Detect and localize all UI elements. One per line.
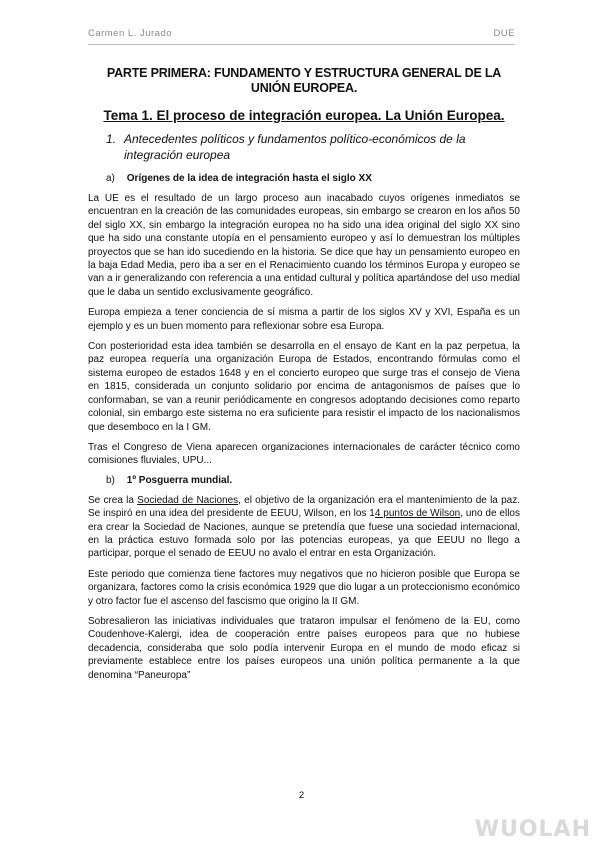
subsection-a-heading — [106, 173, 520, 184]
subsection-b-heading — [106, 475, 520, 486]
tema-title: Tema 1. El proceso de integración europea. La Unión Europea. — [103, 108, 505, 123]
page-number: 2 — [298, 790, 305, 801]
paragraph: Sobresalieron las iniciativas individuales que trataron impulsar el fenómeno de la EU, como Coudenhove-Kalergi, idea de cooperación entre países europeos para que no hubiese decadencia, consideraba que solo podía intervenir Europa en el mundo de modo eficaz si previamente establece entre los países europeos una unión política permanente a la que denomina “Paneuropa” — [88, 615, 520, 681]
section-number: 1. — [106, 132, 117, 146]
section-title: Antecedentes políticos y fundamentos político-económicos de la integración europea — [124, 132, 466, 162]
part-title: PARTE PRIMERA: FUNDAMENTO Y ESTRUCTURA GENERAL DE LA UNIÓN EUROPEA. — [106, 66, 502, 95]
paragraph: La UE es el resultado de un largo proceso aun inacabado cuyos orígenes inmediatos se encuentran en la creación de las comunidades europeas, sin embargo se crearon en los años 50 del siglo XX, sin embargo la integración europea no ha sido una idea original del siglo XX sino que ha sido una constante utopía en el pensamiento europeo y así lo demuestran los múltiples proyectos que se han ido sucediendo en la historia. Se dice que hay un pensamiento europeo en la baja Edad Media, pero iba a ser en el Renacimiento cuando los términos Europa y europeo se van a ir generalizando con referencia a una entidad cultural y política apartándose del uso medial que le daba un sentido exclusivamente geográfico. — [88, 193, 520, 298]
subsection-b-label: b) — [106, 474, 115, 486]
header-author: Carmen L. Jurado — [88, 28, 173, 39]
puntos-wilson-link: 4 puntos de Wilson — [374, 508, 461, 520]
sociedad-naciones-link: Sociedad de Naciones — [137, 494, 239, 506]
watermark-logo: WUOLAH — [474, 817, 591, 842]
text-run: , uno de ellos era crear la Sociedad de Naciones, aunque se pretendía que fuese una sociedad internacional, en la práctica estuvo formada solo por las potencias europeas, ya que EEUU no llego a participar, porque el senado de EEUU no avalo el entrar en esta Organización. — [88, 508, 520, 560]
paragraph: Tras el Congreso de Viena aparecen organizaciones internacionales de carácter técnico como comisiones fluviales, UPU... — [88, 441, 520, 467]
paragraph: Con posterioridad esta idea también se desarrolla en el ensayo de Kant en la paz perpetua, la paz europea requería una organización Europa de Estados, encontrando fórmulas como el sistema europeo de estados 1648 y en el concierto europeo que surge tras el consejo de Viena en 1815, considerada un conjunto solidario por encima de antagonismos de países que lo conformaban, se van a reunir periódicamente en congresos adoptando decisiones como reparto colonial, sin embargo este sistema no era suficiente para resistir el impacto de los nacionalismos que desemboco en la I GM. — [88, 341, 520, 433]
text-run: , el objetivo de la organización era el mantenimiento de la paz. Se inspiró en una idea del presidente de EEUU, Wilson, en los 1 — [88, 494, 520, 520]
text-run: Se crea la — [88, 494, 138, 506]
header-course: DUE — [493, 28, 515, 39]
page-header — [88, 28, 515, 45]
paragraph: Este periodo que comienza tiene factores muy negativos que no hicieron posible que Europa se organizara, factores como la crisis económica 1929 que dio lugar a un proteccionismo económico y otro factor fue el ascenso del fascismo que origino la II GM. — [88, 568, 520, 607]
document-body — [88, 66, 520, 689]
subsection-b-title: 1º Posguerra mundial. — [126, 474, 233, 486]
paragraph: Europa empieza a tener conciencia de sí misma a partir de los siglos XV y XVI, España es un ejemplo y es un buen momento para reflexionar sobre esa Europa. — [88, 307, 520, 332]
subsection-a-label: a) — [106, 173, 115, 184]
paragraph-sociedad-naciones — [88, 494, 520, 561]
section-heading — [106, 131, 520, 163]
subsection-a-title: Orígenes de la idea de integración hasta el siglo XX — [126, 173, 372, 184]
